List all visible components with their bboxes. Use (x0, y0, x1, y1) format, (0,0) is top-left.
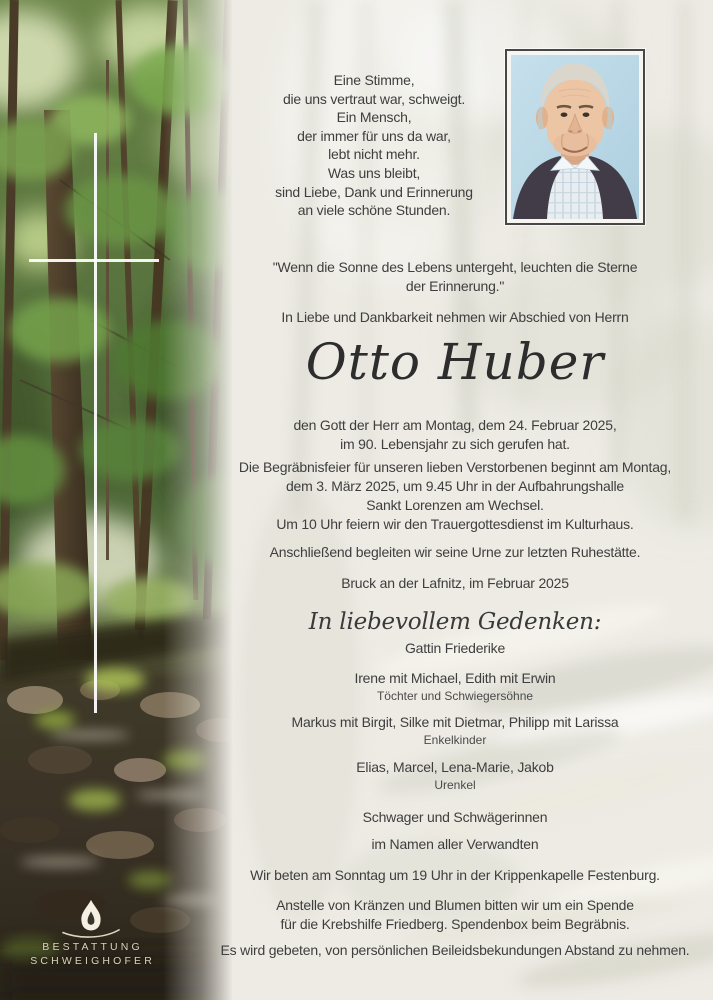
mourner-relation: Enkelkinder (423, 733, 487, 747)
poem-line: Ein Mensch, (336, 109, 412, 126)
deceased-name: Otto Huber (305, 333, 605, 391)
funeral-home-name-line1: BESTATTUNG (42, 941, 143, 953)
memorial-heading: In liebevollem Gedenken: (308, 609, 602, 635)
mourner-row: im Namen aller Verwandten (371, 836, 539, 852)
mourner-names: Markus mit Birgit, Silke mit Dietmar, Philipp mit Larissa (291, 714, 619, 730)
donation-notice-line: für die Krebshilfe Friedberg. Spendenbox beim Begräbnis. (280, 916, 630, 932)
funeral-notice-line: Die Begräbnisfeier für unseren lieben Verstorbenen beginnt am Montag, (238, 459, 672, 475)
death-notice-line: im 90. Lebensjahr zu sich gerufen hat. (340, 436, 570, 452)
condolence-notice: Es wird gebeten, von persönlichen Beileidsbekundungen Abstand zu nehmen. (220, 942, 690, 958)
quote (195, 258, 713, 296)
funeral-notice-line: Sankt Lorenzen am Wechsel. (366, 497, 544, 513)
poem (214, 71, 534, 220)
poem-line: sind Liebe, Dank und Erinnerung (275, 183, 473, 200)
funeral-home-name-line2: SCHWEIGHOFER (30, 955, 155, 967)
cross-horizontal-bar (29, 259, 159, 262)
donation-notice (195, 896, 713, 934)
mourner-names: Irene mit Michael, Edith mit Erwin (354, 670, 556, 686)
mourner-relation: Töchter und Schwiegersöhne (376, 689, 534, 703)
poem-line: Eine Stimme, (333, 72, 415, 88)
farewell-intro: In Liebe und Dankbarkeit nehmen wir Abschied von Herrn (281, 309, 629, 325)
poem-line: der immer für uns da war, (297, 127, 451, 144)
urn-notice: Anschließend begleiten wir seine Urne zur letzten Ruhestätte. (269, 544, 641, 560)
funeral-notice (195, 458, 713, 534)
prayer-notice: Wir beten am Sonntag um 19 Uhr in der Krippenkapelle Festenburg. (250, 867, 660, 883)
cross-vertical-bar (94, 133, 97, 713)
funeral-notice-line: Um 10 Uhr feiern wir den Trauergottesdienst im Kulturhaus. (276, 516, 634, 532)
place-date: Bruck an der Lafnitz, im Februar 2025 (341, 575, 569, 591)
quote-line: "Wenn die Sonne des Lebens untergeht, leuchten die Sterne (272, 259, 638, 275)
funeral-notice-line: dem 3. März 2025, um 9.45 Uhr in der Aufbahrungshalle (285, 478, 625, 494)
mourner-row (195, 758, 713, 793)
funeral-home-logo (16, 898, 166, 968)
poem-line: Was uns bleibt, (327, 164, 421, 181)
mourner-relation: Urenkel (434, 778, 476, 792)
poem-line: lebt nicht mehr. (328, 146, 420, 163)
mourner-row: Gattin Friederike (404, 640, 506, 656)
death-notice (195, 416, 713, 454)
mourner-row: Schwager und Schwägerinnen (362, 809, 548, 825)
donation-notice-line: Anstelle von Kränzen und Blumen bitten wir um ein Spende (276, 897, 634, 913)
mourner-row (195, 713, 713, 748)
death-notice-line: den Gott der Herr am Montag, dem 24. Februar 2025, (293, 417, 617, 433)
poem-line: die uns vertraut war, schweigt. (282, 90, 466, 107)
poem-line: an viele schöne Stunden. (297, 202, 451, 219)
mourner-row (195, 669, 713, 704)
quote-line: der Erinnerung." (405, 278, 505, 294)
mourner-names: Elias, Marcel, Lena-Marie, Jakob (356, 759, 554, 775)
flame-icon (56, 898, 126, 940)
